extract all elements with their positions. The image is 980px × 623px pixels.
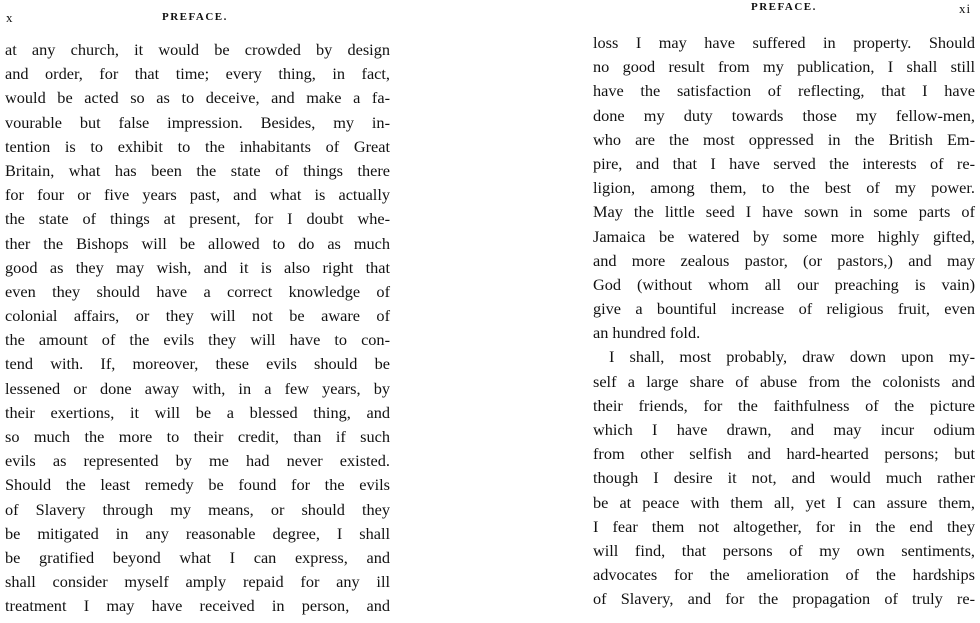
text-line: ligion, among them, to the best of my power.: [593, 178, 975, 198]
page-number: xi: [959, 1, 972, 16]
text-line: at any church, it would be crowded by design: [5, 40, 390, 59]
text-line: be mitigated in any reasonable degree, I shall: [5, 523, 390, 543]
text-line: which I have drawn, and may incur odium: [593, 420, 975, 439]
text-line: who are the most oppressed in the British Em-: [593, 129, 975, 149]
text-line: be gratified beyond what I can express, and: [5, 547, 390, 567]
text-line: of Slavery, and for the propagation of truly re-: [593, 589, 975, 609]
text-line: their friends, for the faithfulness of the picture: [593, 395, 975, 415]
text-line: self a large share of abuse from the colonists and: [593, 371, 975, 391]
text-line: shall consider myself amply repaid for any ill: [5, 572, 390, 592]
text-line: tention is to exhibit to the inhabitants of Great: [5, 136, 390, 156]
text-line: the state of things at present, for I doubt whe-: [5, 209, 390, 229]
page-number: x: [6, 10, 14, 25]
text-line: I shall, most probably, draw down upon my-: [609, 347, 975, 367]
text-line: of Slavery through my means, or should they: [5, 499, 390, 519]
text-line: will find, that persons of my own sentiments,: [593, 540, 975, 560]
text-line: May the little seed I have sown in some parts of: [593, 202, 975, 222]
text-line: from other selfish and hard-hearted persons; but: [593, 444, 975, 464]
text-line: advocates for the amelioration of the hardships: [593, 565, 975, 585]
page-text: [5, 38, 390, 619]
text-line: even they should have a correct knowledge of: [5, 281, 390, 301]
text-line: an hundred fold.: [593, 323, 701, 343]
page-text: [593, 31, 975, 612]
text-line: ther the Bishops will be allowed to do as much: [5, 233, 390, 253]
text-line: so much the more to their credit, than if such: [5, 427, 390, 446]
text-line: tend with. If, moreover, these evils should be: [5, 354, 390, 374]
text-line: done my duty towards those my fellow-men,: [593, 105, 975, 125]
text-line: vourable but false impression. Besides, my in-: [5, 112, 390, 132]
text-line: no good result from my publication, I shall still: [593, 57, 975, 77]
running-head: PREFACE.: [751, 1, 817, 13]
text-line: their exertions, it will be a blessed thing, and: [5, 402, 390, 422]
text-line: colonial affairs, or they will not be aware of: [5, 306, 390, 326]
text-line: good as they may wish, and it is also right that: [5, 257, 390, 277]
text-line: the amount of the evils they will have to con-: [5, 330, 390, 350]
text-line: be at peace with them all, yet I can assure them,: [593, 492, 975, 512]
text-line: loss I may have suffered in property. Should: [593, 33, 975, 52]
text-line: Should the least remedy be found for the evils: [5, 475, 390, 495]
text-line: have the satisfaction of reflecting, that I have: [593, 81, 975, 101]
text-line: God (without whom all our preaching is vain): [593, 274, 975, 294]
text-line: would be acted so as to deceive, and make a fa-: [5, 88, 390, 108]
text-line: give a bountiful increase of religious fruit, even: [593, 299, 975, 319]
text-line: and more zealous pastor, (or pastors,) and may: [593, 250, 975, 270]
text-line: treatment I may have received in person, and: [5, 596, 390, 616]
text-line: and order, for that time; every thing, in fact,: [5, 64, 390, 84]
text-line: pire, and that I have served the interests of re-: [593, 153, 975, 173]
text-line: Jamaica be watered by some more highly gifted,: [593, 226, 975, 246]
text-line: evils as represented by me had never existed.: [5, 451, 390, 471]
running-head: PREFACE.: [162, 11, 228, 23]
text-line: Britain, what has been the state of things there: [5, 160, 390, 180]
text-line: for four or five years past, and what is actually: [5, 185, 390, 205]
text-line: lessened or done away with, in a few years, by: [5, 378, 390, 398]
text-line: though I desire it not, and would much rather: [593, 468, 975, 488]
text-line: I fear them not altogether, for in the end they: [593, 516, 975, 536]
